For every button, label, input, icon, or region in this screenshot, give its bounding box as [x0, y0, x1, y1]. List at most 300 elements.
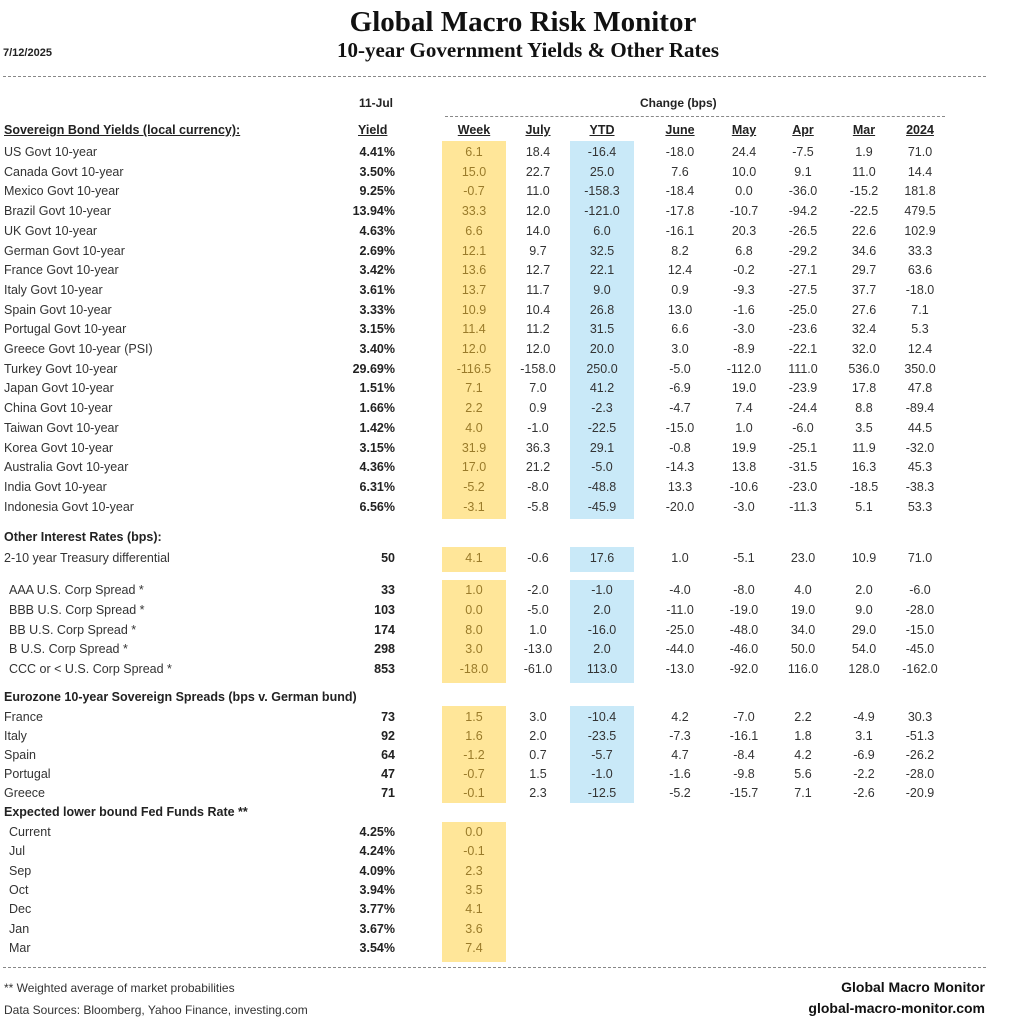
row-value: 3.33% — [359, 302, 395, 317]
cell-y2024: 350.0 — [904, 361, 936, 376]
cell-ytd: 29.1 — [589, 440, 615, 455]
cell-june: 6.6 — [671, 322, 689, 337]
table-row — [0, 302, 1016, 322]
row-value: 3.15% — [359, 440, 395, 455]
cell-ytd: -16.4 — [587, 145, 617, 159]
cell-june: 1.0 — [671, 551, 689, 565]
brand-name: Global Macro Monitor — [841, 979, 985, 995]
cell-y2024: -20.9 — [905, 786, 935, 800]
cell-week: 7.4 — [465, 940, 483, 955]
cell-y2024: -28.0 — [905, 602, 935, 617]
cell-june: -11.0 — [666, 602, 694, 617]
row-label: Spain Govt 10-year — [4, 302, 112, 317]
cell-mar: -18.5 — [849, 479, 879, 494]
cell-july: -158.0 — [520, 361, 556, 376]
cell-june: 4.7 — [671, 748, 689, 762]
cell-ytd: -16.0 — [587, 622, 617, 637]
cell-may: 20.3 — [731, 223, 757, 238]
cell-mar: -6.9 — [853, 748, 875, 762]
cell-may: -5.1 — [733, 551, 755, 565]
row-value: 1.42% — [359, 420, 395, 435]
cell-y2024: -38.3 — [905, 479, 935, 494]
row-label: Australia Govt 10-year — [4, 460, 129, 475]
cell-june: -18.4 — [665, 184, 695, 199]
row-value: 853 — [374, 662, 395, 677]
cell-may: -112.0 — [726, 361, 762, 376]
cell-june: -4.7 — [669, 401, 691, 416]
cell-june: 12.4 — [667, 263, 693, 278]
cell-july: -2.0 — [527, 583, 549, 597]
table-row — [0, 622, 1016, 642]
row-value: 3.94% — [359, 882, 395, 897]
cell-apr: -27.5 — [788, 282, 818, 297]
row-value: 4.24% — [359, 844, 395, 859]
cell-july: -1.0 — [527, 420, 549, 435]
row-label: B U.S. Corp Spread * — [9, 642, 128, 657]
row-value: 29.69% — [352, 361, 395, 376]
cell-mar: 536.0 — [848, 361, 880, 376]
cell-mar: 10.9 — [851, 551, 877, 565]
cell-week: 8.0 — [465, 622, 483, 637]
cell-ytd: -10.4 — [587, 710, 617, 724]
cell-week: 6.6 — [465, 223, 483, 238]
cell-week: 4.1 — [465, 551, 483, 565]
cell-may: 13.8 — [731, 460, 757, 475]
table-row — [0, 361, 1016, 381]
table-row — [0, 440, 1016, 460]
cell-may: -8.4 — [733, 748, 755, 762]
cell-week: 12.0 — [461, 342, 487, 356]
cell-apr: -22.1 — [788, 342, 818, 356]
cell-may: -92.0 — [729, 662, 759, 677]
row-value: 64 — [381, 748, 395, 762]
cell-ytd: 41.2 — [589, 381, 615, 396]
cell-may: 7.4 — [735, 401, 753, 416]
cell-june: 8.2 — [671, 243, 689, 258]
row-label: Greece Govt 10-year (PSI) — [4, 342, 153, 356]
cell-mar: 1.9 — [855, 145, 873, 159]
cell-july: 12.0 — [525, 204, 551, 219]
cell-apr: -94.2 — [788, 204, 818, 219]
cell-may: 19.0 — [731, 381, 757, 396]
table-row — [0, 921, 1016, 941]
cell-july: 0.7 — [529, 748, 547, 762]
row-label: France — [4, 710, 43, 724]
cell-apr: 116.0 — [787, 662, 819, 677]
table-row — [0, 400, 1016, 420]
cell-july: 3.0 — [529, 710, 547, 724]
cell-week: 13.7 — [461, 282, 487, 297]
cell-may: 19.9 — [731, 440, 757, 455]
row-label: Italy Govt 10-year — [4, 282, 103, 297]
table-row — [0, 882, 1016, 902]
cell-apr: 111.0 — [788, 361, 818, 376]
cell-y2024: 102.9 — [904, 223, 936, 238]
cell-y2024: 44.5 — [907, 420, 933, 435]
cell-july: 14.0 — [525, 223, 551, 238]
cell-y2024: 33.3 — [907, 243, 933, 258]
cell-week: 7.1 — [465, 381, 483, 396]
cell-may: -16.1 — [729, 729, 759, 743]
cell-ytd: 17.6 — [589, 551, 615, 565]
row-label: Turkey Govt 10-year — [4, 361, 118, 376]
cell-june: 0.9 — [671, 282, 689, 297]
cell-apr: 5.6 — [794, 767, 812, 781]
row-label: CCC or < U.S. Corp Spread * — [9, 662, 172, 677]
as-of-date: 11-Jul — [359, 96, 394, 110]
cell-apr: 34.0 — [790, 622, 816, 637]
cell-july: 11.0 — [526, 184, 550, 199]
cell-y2024: 5.3 — [911, 322, 929, 337]
table-row — [0, 321, 1016, 341]
cell-ytd: -12.5 — [587, 786, 617, 800]
table-row — [0, 550, 1016, 570]
cell-week: 4.0 — [465, 420, 483, 435]
cell-y2024: 63.6 — [907, 263, 933, 278]
col-june: June — [665, 123, 695, 137]
cell-week: 1.5 — [465, 710, 483, 724]
cell-apr: -23.0 — [788, 479, 818, 494]
row-value: 298 — [374, 642, 395, 657]
cell-july: 11.7 — [526, 282, 550, 297]
row-label: Sep — [9, 863, 32, 878]
row-value: 3.61% — [359, 282, 395, 297]
table-row — [0, 499, 1016, 519]
cell-week: 13.6 — [461, 263, 487, 278]
cell-mar: 16.3 — [851, 460, 877, 475]
row-value: 50 — [381, 551, 395, 565]
cell-apr: -29.2 — [788, 243, 818, 258]
cell-july: 2.3 — [529, 786, 547, 800]
cell-july: 10.4 — [525, 302, 551, 317]
row-value: 4.63% — [359, 223, 395, 238]
cell-ytd: 9.0 — [593, 282, 611, 297]
cell-june: 4.2 — [671, 710, 689, 724]
table-row — [0, 641, 1016, 661]
table-row — [0, 459, 1016, 479]
table-row — [0, 766, 1016, 786]
row-value: 3.40% — [359, 342, 395, 356]
cell-may: -10.7 — [729, 204, 759, 219]
row-label: Dec — [9, 902, 32, 917]
row-value: 4.41% — [359, 145, 395, 159]
table-row — [0, 940, 1016, 960]
data-sources: Data Sources: Bloomberg, Yahoo Finance, investing.com — [4, 1003, 308, 1017]
row-label: France Govt 10-year — [4, 263, 119, 278]
cell-mar: -4.9 — [853, 710, 875, 724]
table-row — [0, 420, 1016, 440]
row-value: 47 — [381, 767, 395, 781]
header-divider — [3, 76, 986, 77]
cell-ytd: 6.0 — [593, 223, 611, 238]
table-row — [0, 747, 1016, 767]
row-value: 3.77% — [359, 902, 395, 917]
row-label: Oct — [9, 882, 29, 897]
cell-y2024: 181.8 — [904, 184, 936, 199]
cell-ytd: 2.0 — [593, 602, 611, 617]
report-date: 7/12/2025 — [3, 47, 52, 59]
row-label: Brazil Govt 10-year — [4, 204, 111, 219]
cell-apr: -7.5 — [792, 145, 814, 159]
cell-week: 0.0 — [465, 602, 483, 617]
cell-apr: -11.3 — [789, 499, 817, 514]
row-label: Portugal — [4, 767, 51, 781]
row-value: 2.69% — [359, 243, 395, 258]
row-label: Italy — [4, 729, 27, 743]
cell-july: -61.0 — [523, 662, 553, 677]
cell-mar: 29.0 — [851, 622, 877, 637]
cell-july: 18.4 — [525, 145, 551, 159]
table-row — [0, 223, 1016, 243]
cell-week: 17.0 — [461, 460, 487, 475]
col-2024: 2024 — [906, 123, 934, 137]
cell-y2024: 71.0 — [907, 551, 933, 565]
cell-june: -0.8 — [669, 440, 691, 455]
row-label: Korea Govt 10-year — [4, 440, 114, 455]
cell-mar: 2.0 — [855, 583, 873, 597]
cell-mar: -2.6 — [853, 786, 875, 800]
cell-june: 7.6 — [671, 164, 689, 179]
table-row — [0, 243, 1016, 263]
cell-may: 10.0 — [731, 164, 757, 179]
cell-apr: -23.9 — [788, 381, 818, 396]
cell-y2024: -89.4 — [905, 401, 935, 416]
cell-apr: -23.6 — [788, 322, 818, 337]
cell-july: 21.2 — [525, 460, 551, 475]
cell-ytd: -22.5 — [587, 420, 617, 435]
row-value: 4.36% — [359, 460, 395, 475]
cell-mar: 37.7 — [851, 282, 877, 297]
cell-june: -15.0 — [665, 420, 695, 435]
table-row — [0, 824, 1016, 844]
cell-ytd: -48.8 — [587, 479, 617, 494]
cell-y2024: 14.4 — [907, 164, 933, 179]
cell-july: 9.7 — [529, 243, 547, 258]
cell-june: 13.0 — [667, 302, 693, 317]
change-header-rule — [445, 116, 945, 117]
row-value: 1.51% — [359, 381, 395, 396]
cell-y2024: 7.1 — [911, 302, 929, 317]
cell-june: -5.0 — [669, 361, 691, 376]
row-label: Greece — [4, 786, 45, 800]
cell-may: -9.3 — [733, 282, 755, 297]
row-label: Japan Govt 10-year — [4, 381, 114, 396]
row-value: 4.09% — [359, 863, 395, 878]
cell-mar: 11.9 — [852, 440, 876, 455]
cell-ytd: 113.0 — [586, 662, 618, 677]
cell-week: -0.7 — [463, 184, 485, 199]
cell-week: -18.0 — [459, 662, 489, 677]
row-label: 2-10 year Treasury differential — [4, 551, 170, 565]
cell-ytd: -1.0 — [591, 583, 613, 597]
cell-july: -5.8 — [527, 499, 549, 514]
row-label: Mexico Govt 10-year — [4, 184, 120, 199]
cell-week: 4.1 — [465, 902, 483, 917]
cell-week: 31.9 — [461, 440, 487, 455]
cell-mar: 5.1 — [855, 499, 873, 514]
cell-june: -1.6 — [669, 767, 691, 781]
cell-may: -19.0 — [729, 602, 759, 617]
row-value: 3.50% — [359, 164, 395, 179]
cell-may: -48.0 — [729, 622, 759, 637]
col-mar: Mar — [852, 123, 876, 137]
table-row — [0, 164, 1016, 184]
cell-may: -9.8 — [733, 767, 755, 781]
cell-mar: 34.6 — [851, 243, 877, 258]
cell-week: 2.3 — [465, 863, 483, 878]
row-label: Jul — [9, 844, 25, 859]
page-title: Global Macro Risk Monitor — [349, 6, 697, 38]
cell-ytd: -2.3 — [591, 401, 613, 416]
cell-june: -18.0 — [665, 145, 695, 159]
cell-mar: 27.6 — [851, 302, 877, 317]
cell-week: 3.6 — [465, 921, 483, 936]
row-value: 1.66% — [359, 401, 395, 416]
cell-apr: -25.1 — [788, 440, 818, 455]
row-value: 6.56% — [359, 499, 395, 514]
cell-may: 6.8 — [735, 243, 753, 258]
cell-week: -3.1 — [463, 499, 485, 514]
table-row — [0, 582, 1016, 602]
cell-july: -5.0 — [527, 602, 549, 617]
cell-may: -0.2 — [733, 263, 755, 278]
cell-may: -3.0 — [733, 322, 755, 337]
cell-week: -0.7 — [463, 767, 485, 781]
cell-y2024: 53.3 — [907, 499, 933, 514]
cell-ytd: 250.0 — [586, 361, 618, 376]
cell-ytd: -23.5 — [587, 729, 617, 743]
cell-y2024: -162.0 — [902, 662, 938, 677]
cell-y2024: -45.0 — [905, 642, 935, 657]
row-value: 9.25% — [359, 184, 395, 199]
cell-week: 3.0 — [465, 642, 483, 657]
cell-may: -8.0 — [733, 583, 755, 597]
cell-july: 11.2 — [526, 322, 550, 337]
table-row — [0, 843, 1016, 863]
cell-ytd: 31.5 — [589, 322, 615, 337]
cell-y2024: 12.4 — [907, 342, 933, 356]
cell-may: -7.0 — [733, 710, 755, 724]
cell-mar: -15.2 — [849, 184, 879, 199]
cell-week: -116.5 — [456, 361, 492, 376]
cell-july: -8.0 — [527, 479, 549, 494]
other-rates-section-title: Other Interest Rates (bps): — [4, 530, 162, 544]
cell-june: -16.1 — [665, 223, 695, 238]
cell-july: 1.0 — [529, 622, 547, 637]
cell-may: 24.4 — [731, 145, 757, 159]
row-value: 3.67% — [359, 921, 395, 936]
col-week: Week — [457, 123, 491, 137]
cell-july: 12.0 — [525, 342, 551, 356]
row-label: US Govt 10-year — [4, 145, 98, 159]
page-subtitle: 10-year Government Yields & Other Rates — [336, 38, 719, 62]
cell-july: 0.9 — [529, 401, 547, 416]
row-value: 3.54% — [359, 940, 395, 955]
cell-ytd: 26.8 — [589, 302, 615, 317]
cell-june: -44.0 — [665, 642, 695, 657]
cell-mar: 32.4 — [851, 322, 877, 337]
col-yield: Yield — [358, 123, 388, 137]
cell-may: -8.9 — [733, 342, 755, 356]
cell-y2024: -15.0 — [905, 622, 935, 637]
row-value: 6.31% — [359, 479, 395, 494]
cell-mar: 54.0 — [851, 642, 877, 657]
cell-y2024: 47.8 — [907, 381, 933, 396]
cell-may: 1.0 — [735, 420, 753, 435]
cell-june: -4.0 — [669, 583, 691, 597]
row-value: 103 — [374, 602, 395, 617]
cell-july: 1.5 — [529, 767, 547, 781]
cell-apr: -36.0 — [788, 184, 818, 199]
cell-apr: 50.0 — [790, 642, 816, 657]
cell-y2024: -51.3 — [905, 729, 935, 743]
row-label: AAA U.S. Corp Spread * — [9, 583, 144, 597]
cell-june: -25.0 — [665, 622, 695, 637]
cell-ytd: -45.9 — [587, 499, 617, 514]
fedfunds-section-title: Expected lower bound Fed Funds Rate ** — [4, 805, 248, 819]
row-label: BB U.S. Corp Spread * — [9, 622, 137, 637]
cell-y2024: 71.0 — [907, 145, 933, 159]
row-label: India Govt 10-year — [4, 479, 107, 494]
cell-june: -17.8 — [665, 204, 695, 219]
cell-apr: 7.1 — [794, 786, 812, 800]
cell-week: 33.3 — [461, 204, 487, 219]
col-may: May — [731, 123, 757, 137]
cell-may: 0.0 — [735, 184, 753, 199]
table-row — [0, 282, 1016, 302]
cell-june: 3.0 — [671, 342, 689, 356]
table-row — [0, 602, 1016, 622]
cell-may: -46.0 — [729, 642, 759, 657]
table-row — [0, 901, 1016, 921]
row-value: 13.94% — [352, 204, 395, 219]
table-row — [0, 183, 1016, 203]
row-value: 71 — [381, 786, 395, 800]
row-label: Spain — [4, 748, 36, 762]
cell-mar: 29.7 — [851, 263, 877, 278]
cell-may: -10.6 — [729, 479, 759, 494]
cell-week: 0.0 — [465, 825, 483, 839]
cell-week: 12.1 — [461, 243, 487, 258]
eurozone-section-title: Eurozone 10-year Sovereign Spreads (bps v. German bund) — [4, 690, 357, 704]
cell-apr: -25.0 — [788, 302, 818, 317]
cell-week: 1.6 — [465, 729, 483, 743]
table-row — [0, 262, 1016, 282]
cell-week: 15.0 — [461, 164, 487, 179]
cell-june: -20.0 — [665, 499, 695, 514]
cell-mar: 9.0 — [855, 602, 873, 617]
table-row — [0, 479, 1016, 499]
row-label: Mar — [9, 940, 31, 955]
cell-july: 22.7 — [525, 164, 551, 179]
cell-week: 6.1 — [465, 145, 483, 159]
row-value: 174 — [374, 622, 395, 637]
cell-week: -0.1 — [463, 786, 485, 800]
cell-july: -13.0 — [523, 642, 553, 657]
cell-week: 3.5 — [465, 882, 483, 897]
table-row — [0, 728, 1016, 748]
footer-divider — [3, 967, 986, 968]
cell-mar: 11.0 — [852, 164, 876, 179]
table-row — [0, 380, 1016, 400]
cell-ytd: 22.1 — [589, 263, 615, 278]
cell-ytd: -5.7 — [591, 748, 613, 762]
cell-week: 1.0 — [465, 583, 483, 597]
cell-may: -3.0 — [733, 499, 755, 514]
cell-ytd: 32.5 — [589, 243, 615, 258]
cell-apr: 2.2 — [794, 710, 812, 724]
table-row — [0, 661, 1016, 681]
